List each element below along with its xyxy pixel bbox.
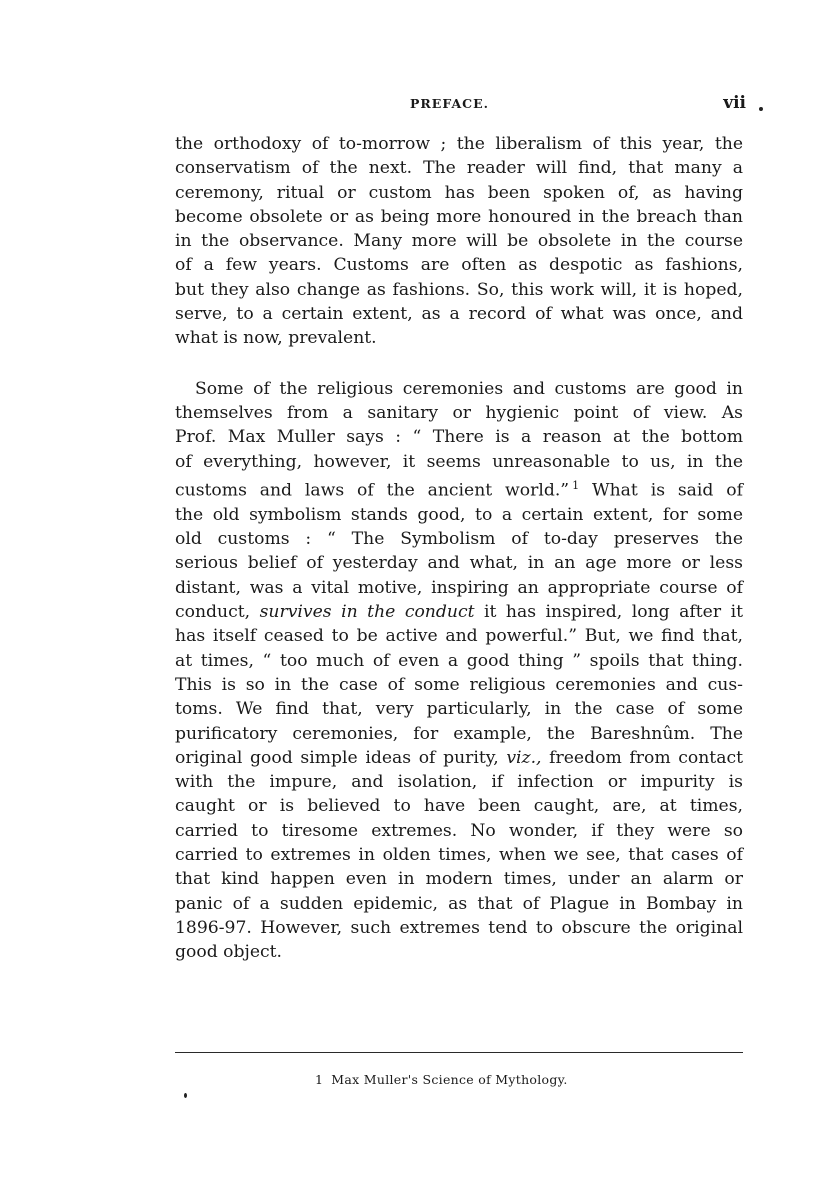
text-line: serious belief of yesterday and what, in an age more or less — [175, 553, 743, 574]
text-line: Some of the religious ceremonies and customs are good in — [195, 378, 743, 399]
text-line: serve, to a certain extent, as a record of what was once, and — [175, 304, 743, 325]
text-line: themselves from a sanitary or hygienic point of view. As — [175, 402, 743, 423]
text-line: purificatory ceremonies, for example, the Bareshnûm. The — [175, 723, 743, 744]
text-line: the orthodoxy of to-morrow ; the liberalism of this year, the — [175, 134, 743, 154]
text-line: This is so in the case of some religious ceremonies and cus- — [175, 674, 743, 695]
text-span: it has inspired, long after it — [474, 602, 743, 623]
text-line: become obsolete or as being more honoured in the breach than — [175, 206, 743, 227]
body-text — [175, 132, 743, 965]
text-line: Prof. Max Muller says : “ There is a reason at the bottom — [175, 427, 743, 448]
text-span: What is said of — [579, 480, 743, 501]
text-line: good object. — [175, 942, 283, 963]
text-span: conduct, — [175, 602, 260, 623]
footnote — [315, 1072, 568, 1087]
text-line: of a few years. Customs are often as despotic as fashions, — [175, 255, 743, 276]
text-line: distant, was a vital motive, inspiring an appropriate course of — [175, 577, 743, 598]
text-line: ceremony, ritual or custom has been spoken of, as having — [175, 182, 743, 203]
text-line: 1896-97. However, such extremes tend to obscure the original — [175, 917, 743, 938]
text-line — [175, 746, 743, 770]
text-line — [175, 474, 743, 503]
text-line: the old symbolism stands good, to a certain extent, for some — [175, 504, 743, 525]
text-line: with the impure, and isolation, if infection or impurity is — [175, 772, 743, 793]
text-line: panic of a sudden epidemic, as that of Plague in Bombay in — [175, 893, 743, 914]
text-line: has itself ceased to be active and powerful.” But, we find that, — [175, 626, 743, 647]
text-line — [175, 600, 743, 624]
ink-speck — [759, 107, 763, 111]
text-line: of everything, however, it seems unreasonable to us, in the — [175, 451, 743, 472]
text-line: carried to tiresome extremes. No wonder, if they were so — [175, 820, 743, 841]
text-line: caught or is believed to have been caught, are, at times, — [175, 796, 743, 817]
text-span: customs and laws of the ancient world.” — [175, 480, 570, 501]
text-line: but they also change as fashions. So, this work will, it is hoped, — [175, 279, 743, 300]
footnote-number: 1 — [315, 1072, 324, 1087]
italic-phrase: viz., — [506, 747, 542, 768]
italic-phrase: survives in the conduct — [259, 602, 475, 623]
footnote-reference: 1 — [572, 478, 580, 492]
text-line: carried to extremes in olden times, when we see, that cases of — [175, 845, 743, 866]
footnote-text: Max Muller's Science of Mythology. — [331, 1072, 568, 1087]
ink-speck — [184, 1093, 187, 1098]
text-line: conservatism of the next. The reader will find, that many a — [175, 158, 743, 179]
paragraph-2 — [175, 377, 743, 965]
text-span: freedom from contact — [541, 747, 743, 768]
page-header — [175, 93, 746, 120]
paragraph-1 — [175, 132, 743, 351]
text-line: in the observance. Many more will be obsolete in the course — [175, 231, 743, 252]
running-head: PREFACE. — [410, 96, 489, 111]
text-span: original good simple ideas of purity, — [175, 747, 507, 768]
text-line: toms. We find that, very particularly, in the case of some — [175, 699, 743, 720]
footnote-rule — [175, 1052, 743, 1053]
page-number: vii — [723, 93, 746, 113]
text-line: what is now, prevalent. — [175, 328, 377, 349]
text-line: that kind happen even in modern times, under an alarm or — [175, 869, 743, 890]
text-line: at times, “ too much of even a good thing ” spoils that thing. — [175, 650, 743, 671]
text-line: old customs : “ The Symbolism of to-day preserves the — [175, 529, 743, 550]
